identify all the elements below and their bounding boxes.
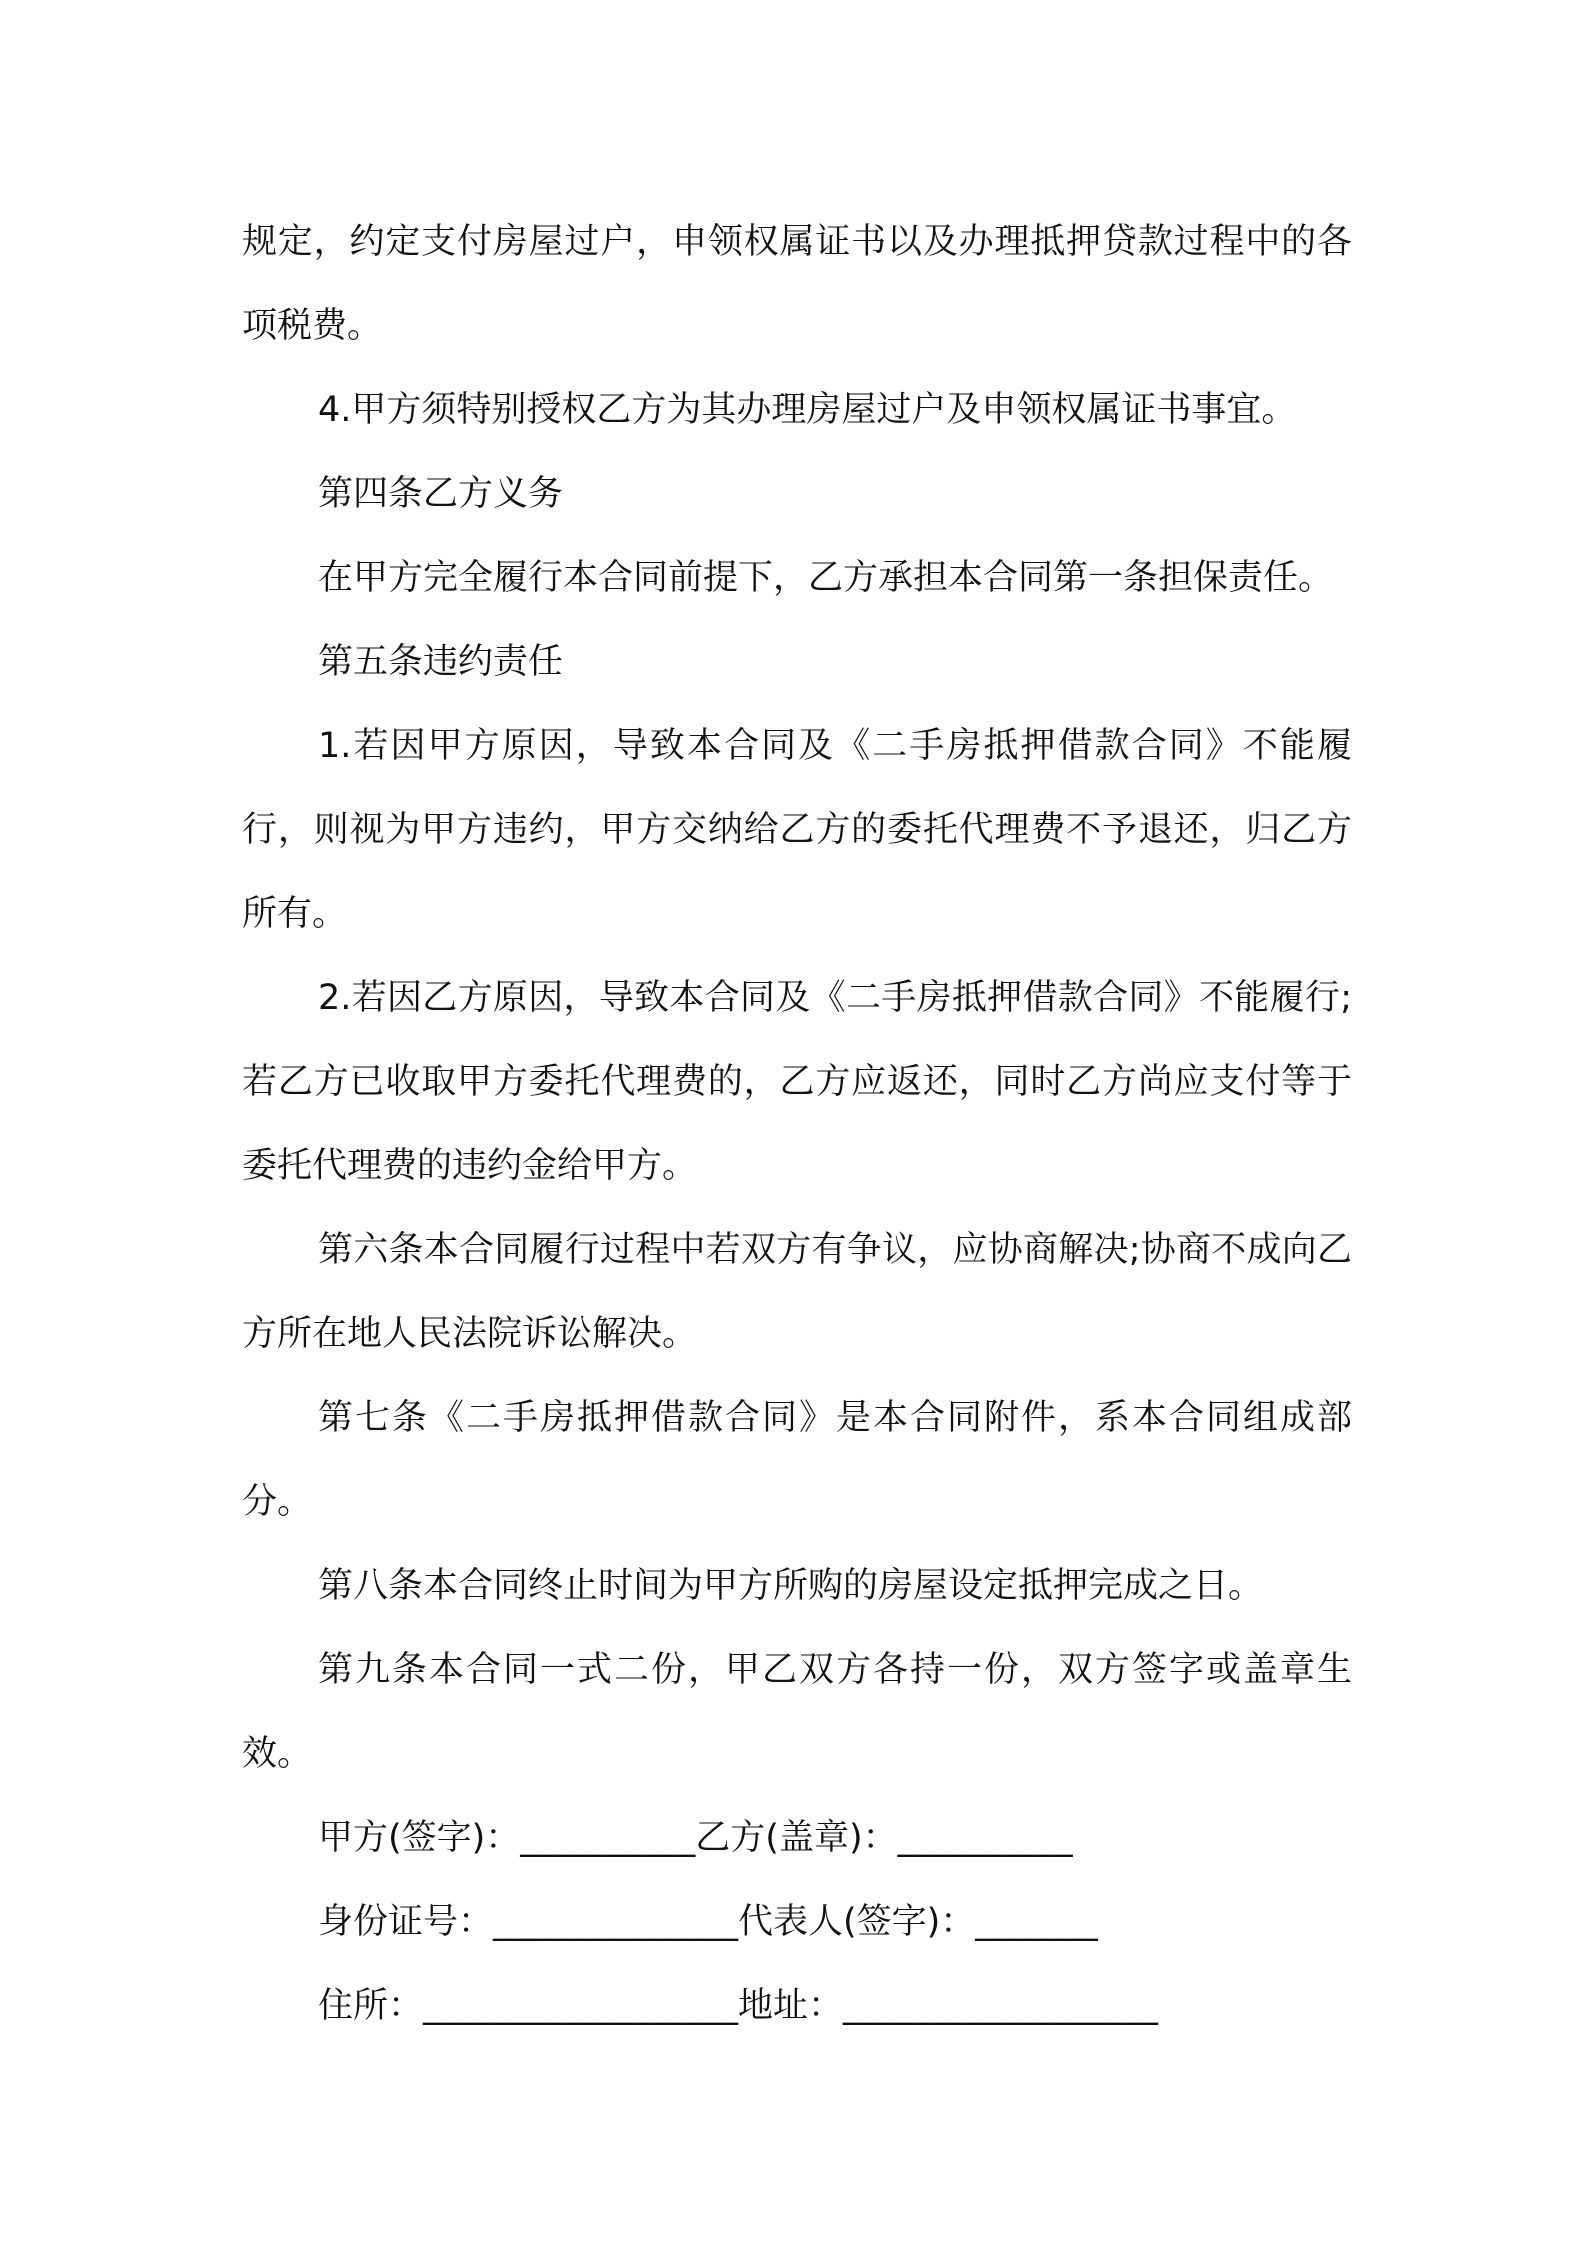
signature-line-id-representative: 身份证号：______________代表人(签字)：_______ <box>318 1902 1098 1942</box>
article-8: 第八条本合同终止时间为甲方所购的房屋设定抵押完成之日。 <box>318 1566 1264 1606</box>
article-7: 第七条《二手房抵押借款合同》是本合同附件，系本合同组成部分。 <box>242 1398 1352 1522</box>
signature-line-party-a-b: 甲方(签字)：__________乙方(盖章)：__________ <box>318 1818 1073 1858</box>
article-5-item-1: 1.若因甲方原因，导致本合同及《二手房抵押借款合同》不能履行，则视为甲方违约，甲方交纳给乙方的委托代理费不予退还，归乙方所有。 <box>242 726 1352 934</box>
article-5-heading: 第五条违约责任 <box>318 642 564 682</box>
contract-body <box>242 200 1352 2048</box>
article-9: 第九条本合同一式二份，甲乙双方各持一份，双方签字或盖章生效。 <box>242 1650 1352 1774</box>
article-5-item-2: 2.若因乙方原因，导致本合同及《二手房抵押借款合同》不能履行;若乙方已收取甲方委托代理费的，乙方应返还，同时乙方尚应支付等于委托代理费的违约金给甲方。 <box>242 978 1352 1186</box>
signature-line-address: 住所：__________________地址：__________________ <box>318 1986 1159 2026</box>
continued-paragraph: 规定，约定支付房屋过户，申领权属证书以及办理抵押贷款过程中的各项税费。 <box>242 222 1352 346</box>
article-4-heading: 第四条乙方义务 <box>318 474 564 514</box>
article-4-body: 在甲方完全履行本合同前提下，乙方承担本合同第一条担保责任。 <box>318 558 1334 598</box>
clause-authorization: 4.甲方须特别授权乙方为其办理房屋过户及申领权属证书事宜。 <box>318 390 1297 430</box>
article-6: 第六条本合同履行过程中若双方有争议，应协商解决;协商不成向乙方所在地人民法院诉讼解决。 <box>242 1230 1352 1354</box>
